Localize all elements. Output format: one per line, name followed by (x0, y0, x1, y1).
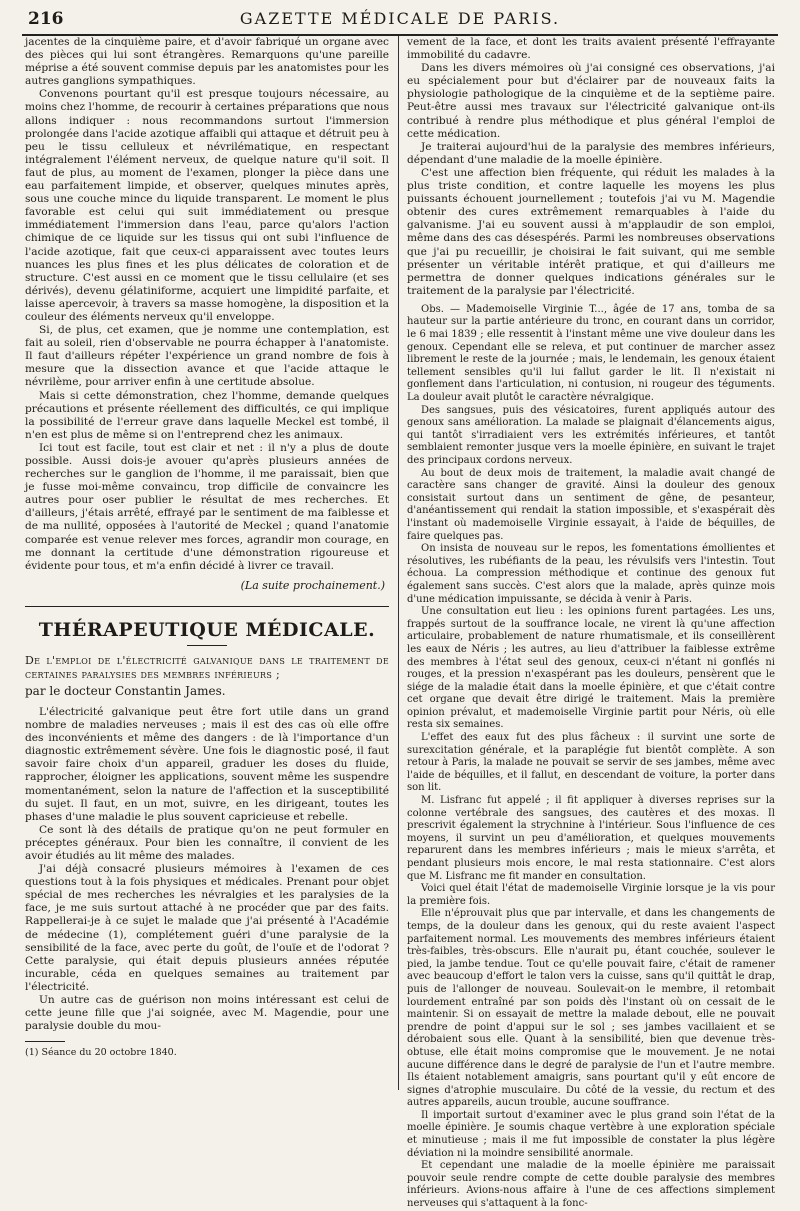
observation-paragraph: Une consultation eut lieu : les opinions furent partagées. Les uns, frappés surtout de la souffrance locale, ne virent là qu'une affection articulaire, probablement de nature rhumatismale, et ils conseillèrent les eaux de Néris ; les autres, au lieu d'attribuer la faiblesse extrême des membres à l'état seul des genoux, ceux-ci n'étant ni gonflés ni rouges, et la pression n'exaspérant pas les douleurs, pensèrent que le siége de la maladie était dans la moelle épinière, et que c'était contre cet organe que devait être dirigé le traitement. Mais la première opinion prévalut, et mademoiselle Virginie partit pour Néris, où elle resta six semaines. (407, 606, 775, 731)
paragraph: Si, de plus, cet examen, que je nomme une contemplation, est fait au soleil, rien d'observable ne pourra échapper à l'anatomiste. Il faut d'ailleurs répéter l'expérience un grand nombre de fois à mesure que la dissection avance et que l'acide attaque le névrilème, pour arriver enfin à une certitude absolue. (25, 324, 389, 389)
paragraph: Ce sont là des détails de pratique qu'on ne peut formuler en préceptes généraux. Pour bien les connaître, il convient de les avoir étudiés au lit même des malades. (25, 823, 389, 862)
paragraph: C'est une affection bien fréquente, qui réduit les malades à la plus triste condition, et contre laquelle les moyens les plus puissants échouent journellement ; toutefois j'ai vu M. Magendie obtenir des cures extrêmement remarquables à l'aide du galvanisme. J'ai eu souvent aussi à m'applaudir de son emploi, même dans des cas désespérés. Parmi les nombreuses observations que j'ai pu recueillir, je choisirai le fait suivant, qui me semble présenter un véritable intérêt pratique, et qui d'ailleurs me permettra de donner quelques indications générales sur le traitement de la paralysie par l'électricité. (407, 166, 775, 297)
observation-paragraph: Obs. — Mademoiselle Virginie T..., âgée de 17 ans, tomba de sa hauteur sur la partie antérieure du tronc, en courant dans un corridor, le 6 mai 1839 ; elle ressentit à l'instant même une vive douleur dans les genoux. Cependant elle se releva, et put continuer de marcher assez librement le reste de la journée ; mais, le lendemain, les genoux étaient tellement sensibles qu'il lui fallut garder le lit. Il n'existait ni gonflement dans l'articulation, ni contusion, ni rougeur des téguments. La douleur avait plutôt le caractère névralgique. (407, 303, 775, 404)
paragraph: Ici tout est facile, tout est clair et net : il n'y a plus de doute possible. Aussi dois-je avouer qu'après plusieurs années de recherches sur le ganglion de l'homme, il me paraissait, bien que je fusse moi-même convaincu, trop difficile de convaincre les autres pour oser publier le résultat de mes recherches. Et d'ailleurs, j'étais arrêté, effrayé par le sentiment de ma faiblesse et de ma nullité, opposées à l'autorité de Meckel ; quand l'anatomie comparée est venue relever mes forces, agrandir mon courage, en me donnant la certitude d'une démonstration rigoureuse et évidente pour tous, et m'a enfin décidé à livrer ce travail. (25, 441, 389, 572)
observation-paragraph: L'effet des eaux fut des plus fâcheux : il survint une sorte de surexcitation générale, et la paraplégie fut bientôt complète. A son retour à Paris, la malade ne pouvait se servir de ses jambes, même avec l'aide de béquilles, et il fallut, en descendant de voiture, la porter dans son lit. (407, 732, 775, 794)
observation-paragraph: Des sangsues, puis des vésicatoires, furent appliqués autour des genoux sans amélioration. La malade se plaignait d'élancements aigus, qui tantôt s'irradiaient vers les extrémités inférieures, et tantôt semblaient remonter jusque vers la moelle épinière, en suivant le trajet des principaux cordons nerveux. (407, 404, 775, 466)
observation-paragraph: Elle n'éprouvait plus que par intervalle, et dans les changements de temps, de la douleur dans les genoux, qui du reste avaient l'aspect parfaitement normal. Les mouvements des membres inférieurs étaient très-faibles, très-obscurs. Elle n'aurait pu, étant couchée, soulever le pied, la jambe tendue. Tout ce qu'elle pouvait faire, c'était de ramener avec beaucoup d'effort le talon vers la cuisse, sans qu'il quittât le drap, puis de l'allonger de nouveau. Soulevait-on le membre, il retombait lourdement entraîné par son poids dès l'instant où on cessait de le maintenir. Si on essayait de mettre la malade debout, elle ne pouvait prendre de point d'appui sur le sol ; ses jambes vacillaient et se dérobaient sous elle. Quant à la sensibilité, bien que devenue très-obtuse, elle était moins compromise que le mouvement. Je ne notai aucune différence dans le degré de paralysie de l'un et l'autre membre. Ils étaient notablement amaigris, sans pourtant qu'il y eût encore de signes d'atrophie musculaire. Du côté de la vessie, du rectum et des autres appareils, aucun trouble, aucune souffrance. (407, 908, 775, 1109)
paragraph: Dans les divers mémoires où j'ai consigné ces observations, j'ai eu spécialement pour but d'éclairer par de nouveaux faits la physiologie pathologique de la cinquième et de la septième paire. Peut-être aussi mes travaux sur l'électricité galvanique ont-ils contribué à rendre plus méthodique et plus général l'emploi de cette médication. (407, 62, 775, 140)
right-column (407, 36, 775, 1210)
article-byline: par le docteur Constantin James. (25, 683, 226, 698)
paragraph: L'électricité galvanique peut être fort utile dans un grand nombre de maladies nerveuses ; mais il est des cas où elle offre des inconvénients et même des dangers : de là l'importance d'un diagnostic extrêmement sévère. Une fois le diagnostic posé, il faut savoir faire choix d'un appareil, graduer les doses du fluide, rapprocher, éloigner les applications, souvent même les suspendre momentanément, selon la nature de l'affection et la susceptibilité du sujet. Il faut, en un mot, suivre, en les dirigeant, toutes les phases d'une maladie le plus souvent capricieuse et rebelle. (25, 705, 389, 823)
observation-paragraph: On insista de nouveau sur le repos, les fomentations émollientes et résolutives, les rubéfiants de la peau, les révulsifs vers l'intestin. Tout échoua. La compression méthodique et continue des genoux fut également sans succès. C'est alors que la malade, après quinze mois d'une médication impuissante, se décida à venir à Paris. (407, 543, 775, 605)
observation-block (407, 304, 775, 1211)
left-column (25, 36, 389, 1092)
observation-paragraph: Il importait surtout d'examiner avec le plus grand soin l'état de la moelle épinière. Je soumis chaque vertèbre à une exploration spéciale et minutieuse ; mais il me fut impossible de constater la plus légère déviation ni la moindre sensibilité anormale. (407, 1109, 775, 1159)
footnote: (1) Séance du 20 octobre 1840. (25, 1047, 177, 1059)
title-rule (187, 645, 227, 646)
page-header (22, 4, 778, 34)
paragraph: Convenons pourtant qu'il est presque toujours nécessaire, au moins chez l'homme, de recourir à certaines préparations que nous allons indiquer : nous recommandons surtout l'immersion prolongée dans l'acide azotique affaibli qui attaque et détruit peu à peu le tissu celluleux et névrilématique, en respectant intégralement l'élément nerveux, de quelque nature qu'il soit. Il faut de plus, au moment de l'examen, plonger la pièce dans une eau parfaitement limpide, et observer, quelques minutes après, sous une couche mince du liquide transparent. Le moment le plus favorable est celui qui suit immédiatement ou presque immédiatement l'immersion dans l'eau, parce qu'alors l'action chimique de ce liquide sur les tissus qui ont subi l'influence de l'acide azotique, fait que ceux-ci apparaissent avec toutes leurs nuances les plus fines et les plus délicates de coloration et de structure. C'est aussi en ce moment que le tissu cellulaire (et ses dérivés), devenu gélatiniforme, acquiert une limpidité parfaite, et laisse apercevoir, à travers sa masse homogène, la disposition et la couleur des éléments nerveux qu'il enveloppe. (25, 88, 389, 323)
observation-paragraph: Au bout de deux mois de traitement, la maladie avait changé de caractère sans changer de gravité. Ainsi la douleur des genoux consistait surtout dans un sentiment de gêne, de pesanteur, d'anéantissement qui rendait la station impossible, et s'exaspérait dès l'instant où mademoiselle Virginie essayait, à l'aide de béquilles, de faire quelques pas. (407, 467, 775, 542)
paragraph: Mais si cette démonstration, chez l'homme, demande quelques précautions et présente réellement des difficultés, ce qui implique la possibilité de l'erreur grave dans laquelle Meckel est tombé, il n'en est plus de même si on l'entreprend chez les animaux. (25, 389, 389, 441)
paragraph: vement de la face, et dont les traits avaient présenté l'effrayante immobilité du cadavre. (407, 36, 775, 62)
paragraph: Un autre cas de guérison non moins intéressant est celui de cette jeune fille que j'ai soignée, avec M. Magendie, pour une paralysie double du mou- (25, 994, 389, 1033)
section-separator (25, 606, 389, 607)
page-number: 216 (28, 9, 64, 29)
observation-paragraph: M. Lisfranc fut appelé ; il fit appliquer à diverses reprises sur la colonne vertébrale des sangsues, des cautères et des moxas. Il prescrivit également la strychnine à l'intérieur. Sous l'influence de ces moyens, il survint un peu d'amélioration, et quelques mouvements reparurent dans les membres inférieurs ; mais le mieux s'arrêta, et pendant plusieurs mois encore, le mal resta stationnaire. C'est alors que M. Lisfranc me fit mander en consultation. (407, 795, 775, 882)
continuation-note: (La suite prochainement.) (240, 578, 385, 592)
section-title: THÉRAPEUTIQUE MÉDICALE. (38, 618, 376, 641)
paragraph: Je traiterai aujourd'hui de la paralysie des membres inférieurs, dépendant d'une maladie de la moelle épinière. (407, 140, 775, 166)
journal-title: GAZETTE MÉDICALE DE PARIS. (239, 9, 561, 28)
observation-paragraph: Voici quel était l'état de mademoiselle Virginie lorsque je la vis pour la première fois. (407, 883, 775, 907)
footnote-rule (25, 1041, 65, 1042)
article-title: De l'emploi de l'électricité galvanique dans le traitement de certaines paralysies des membres inférieurs ; (25, 653, 389, 682)
paragraph: jacentes de la cinquième paire, et d'avoir fabriqué un organe avec des pièces qui lui sont étrangères. Remarquons qu'une pareille méprise a été souvent commise depuis par les anatomistes pour les autres ganglions sympathiques. (25, 36, 389, 88)
observation-paragraph: Et cependant une maladie de la moelle épinière me paraissait pouvoir seule rendre compte de cette double paralysie des membres inférieurs. Avions-nous affaire à l'une de ces affections simplement nerveuses qui s'attaquent à la fonc- (407, 1160, 775, 1210)
column-divider (398, 36, 399, 1090)
paragraph: J'ai déjà consacré plusieurs mémoires à l'examen de ces questions tout à la fois physiques et médicales. Prenant pour objet spécial de mes recherches les névralgies et les paralysies de la face, je me suis surtout attaché à ne procéder que par des faits. Rappellerai-je à ce sujet le malade que j'ai présenté à l'Académie de médecine (1), complétement guéri d'une paralysie de la sensibilité de la face, avec perte du goût, de l'ouïe et de l'odorat ? Cette paralysie, qui était depuis plusieurs années réputée incurable, céda en quelques semaines au traitement par l'électricité. (25, 863, 389, 993)
